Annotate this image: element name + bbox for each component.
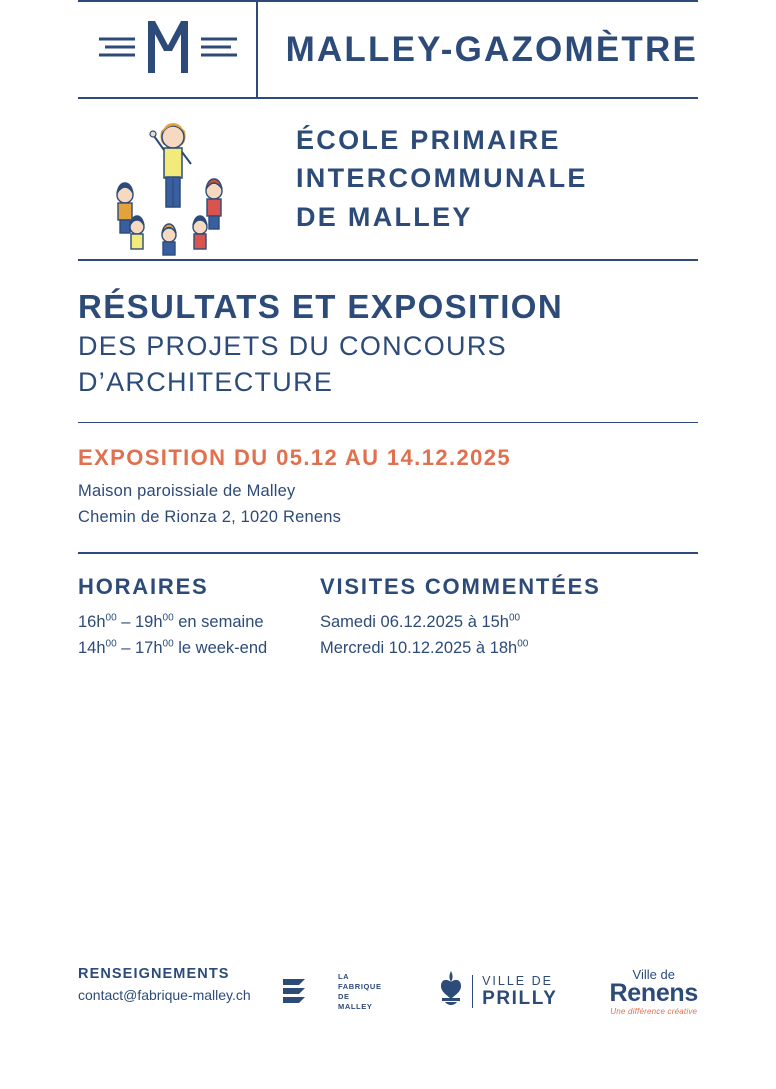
hours-line-2-sup1: 00 [105,638,117,650]
poster-content [78,0,698,662]
visits-line [320,609,698,635]
hours-line-2-mid: – 17h [116,639,163,658]
renens-tagline: Une différence créative [610,1006,698,1016]
renens-line-1: Ville de [632,967,675,982]
illustration-cell [78,99,268,262]
visits-line-1-sup1: 00 [509,612,521,624]
hours-column [78,574,320,662]
footer-contact-email[interactable]: contact@fabrique-malley.ch [78,987,251,1003]
school-block [78,99,698,259]
renens-logo [609,968,698,1016]
exposition-title: EXPOSITION DU 05.12 AU 14.12.2025 [78,445,512,471]
logo-cell [78,2,258,97]
school-text [268,99,698,236]
schedule-block [78,554,698,662]
visits-line [320,635,698,661]
hours-heading: HORAIRES [78,573,209,599]
results-subline-2: D’ARCHITECTURE [78,367,334,398]
page-title: MALLEY-GAZOMÈTRE [285,29,698,69]
partner-logos [283,966,698,1016]
hours-line-2-pre: 14h [78,639,106,658]
visits-heading: VISITES COMMENTÉES [320,573,601,599]
results-block [78,261,698,422]
prilly-line-2: PRILLY [482,987,558,1009]
fabrique-line-1: LA FABRIQUE [338,971,382,991]
footer-contact [78,966,283,1003]
hours-line-1-sup1: 00 [105,612,117,624]
exposition-venue: Maison paroissiale de Malley [78,482,296,501]
fabrique-logo-text [338,972,386,1013]
visits-line-2-pre: Mercredi 10.12.2025 à 18h [320,639,518,658]
renens-line-2: Renens [609,979,698,1008]
hours-line [78,609,320,635]
visits-line-1-pre: Samedi 06.12.2025 à 15h [320,612,509,631]
hours-line-1-post: en semaine [173,612,264,631]
results-heading: RÉSULTATS ET EXPOSITION [78,287,564,325]
footer [78,966,698,1016]
hours-line-1-mid: – 19h [116,612,163,631]
prilly-logo-text [472,975,557,1008]
exposition-address: Chemin de Rionza 2, 1020 Renens [78,507,342,526]
hours-line-2-sup2: 00 [162,638,174,650]
visits-column [320,574,698,662]
header [78,2,698,97]
hours-line-1-sup2: 00 [162,612,174,624]
hours-line-2-post: le week-end [173,639,268,658]
prilly-lys-logo [438,969,464,1014]
results-subline-1: DES PROJETS DU CONCOURS [78,330,507,361]
malley-m-monogram-icon [93,13,243,86]
fabrique-logo [283,972,386,1013]
title-cell [258,2,698,97]
visits-line-2-sup1: 00 [517,638,529,650]
school-line-3: DE MALLEY [296,201,473,232]
fabrique-flag-logo [283,975,333,1009]
school-line-1: ÉCOLE PRIMAIRE [296,125,561,155]
footer-info-heading: RENSEIGNEMENTS [78,966,230,982]
school-line-2: INTERCOMMUNALE [296,163,588,194]
teacher-and-children-illustration [103,107,243,262]
prilly-line-1: VILLE DE [482,974,553,989]
exposition-block [78,423,698,552]
fabrique-line-2: DE MALLEY [338,991,373,1012]
prilly-logo [438,969,557,1014]
hours-line-1-pre: 16h [78,612,106,631]
hours-line [78,635,320,661]
